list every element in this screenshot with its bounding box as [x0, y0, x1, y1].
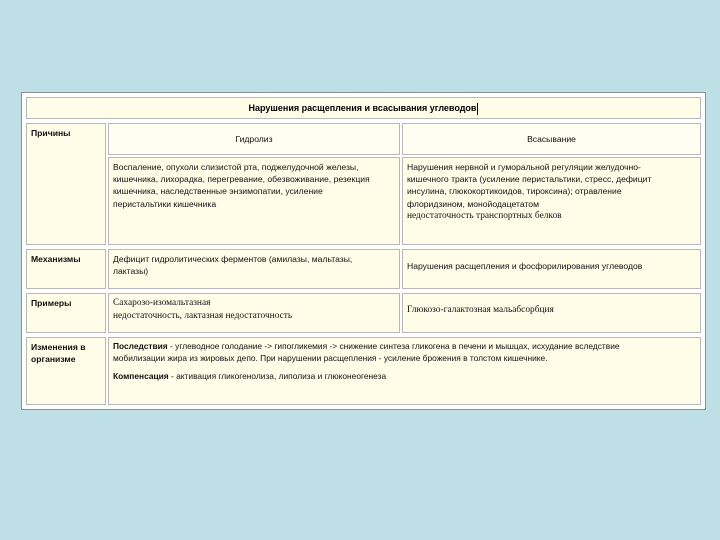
row-header-examples	[26, 293, 106, 333]
column-header-hydrolysis	[108, 123, 400, 155]
row-header-causes-text: Причины	[31, 128, 71, 138]
row-header-changes	[26, 337, 106, 405]
causes-hydrolysis-line: перистальтики кишечника	[113, 198, 217, 209]
causes-hydrolysis-line: кишечника, лихорадка, перегревание, обезвоживание, резекция	[113, 174, 370, 185]
mechanisms-absorption-cell	[402, 249, 701, 289]
table-title-text: Нарушения расщепления и всасывания углеводов	[248, 103, 477, 113]
row-header-changes-line: организме	[31, 354, 76, 365]
consequences-line-1	[113, 341, 696, 353]
changes-cell	[108, 337, 701, 405]
causes-hydrolysis-line: кишечника, наследственные энзимопатии, усиление	[113, 186, 323, 197]
examples-hydrolysis-line: недостаточность, лактазная недостаточность	[113, 311, 293, 322]
compensation-label: Компенсация	[113, 370, 169, 381]
mechanisms-hydrolysis-cell	[108, 249, 400, 289]
causes-absorption-line: кишечного тракта (усиление перистальтики, стресс, дефицит	[407, 174, 652, 185]
causes-hydrolysis-cell	[108, 157, 400, 245]
mechanisms-absorption-text: Нарушения расщепления и фосфорилирования углеводов	[407, 261, 643, 271]
causes-hydrolysis-line: Воспаление, опухоли слизистой рта, поджелудочной железы,	[113, 162, 359, 172]
causes-absorption-line: Нарушения нервной и гуморальной регуляции желудочно-	[407, 162, 641, 172]
examples-absorption-text: Глюкозо-галактозная мальабсорбция	[407, 305, 554, 315]
causes-absorption-line: инсулина, глюкокортикоидов, тироксина); отравление	[407, 186, 622, 197]
mechanisms-hydrolysis-line: лактазы)	[113, 266, 149, 277]
row-header-examples-text: Примеры	[31, 298, 72, 308]
mechanisms-hydrolysis-line: Дефицит гидролитических ферментов (амилазы, мальтазы,	[113, 254, 353, 264]
column-header-hydrolysis-text: Гидролиз	[235, 134, 273, 144]
document-page	[21, 92, 706, 410]
table-title	[26, 97, 701, 119]
compensation-text: - активация гликогенолиза, липолиза и глюконеогенеза	[168, 370, 387, 381]
column-header-absorption-text: Всасывание	[527, 134, 576, 144]
causes-absorption-extra-line: недостаточность транспортных белков	[407, 210, 562, 221]
text-caret	[477, 103, 478, 115]
examples-hydrolysis-line: Сахарозо-изомальтазная	[113, 298, 211, 308]
row-header-mechanisms	[26, 249, 106, 289]
row-header-changes-line: Изменения в	[31, 342, 86, 352]
examples-hydrolysis-cell	[108, 293, 400, 333]
causes-absorption-cell	[402, 157, 701, 245]
consequences-text-line-2: мобилизации жира из жировых депо. При нарушении расщепления - усиление брожения в толстом кишечнике.	[113, 352, 548, 363]
consequences-label: Последствия	[113, 341, 168, 351]
column-header-absorption	[402, 123, 701, 155]
compensation-line	[113, 371, 696, 383]
row-header-mechanisms-text: Механизмы	[31, 254, 81, 264]
examples-absorption-cell	[402, 293, 701, 333]
causes-absorption-line: флоридзином, монойодацетатом	[407, 198, 539, 209]
consequences-text: - углеводное голодание -> гипогликемия -> снижение синтеза гликогена в печени и мышцах, исхудание вследствие	[167, 341, 620, 351]
row-header-causes	[26, 123, 106, 245]
